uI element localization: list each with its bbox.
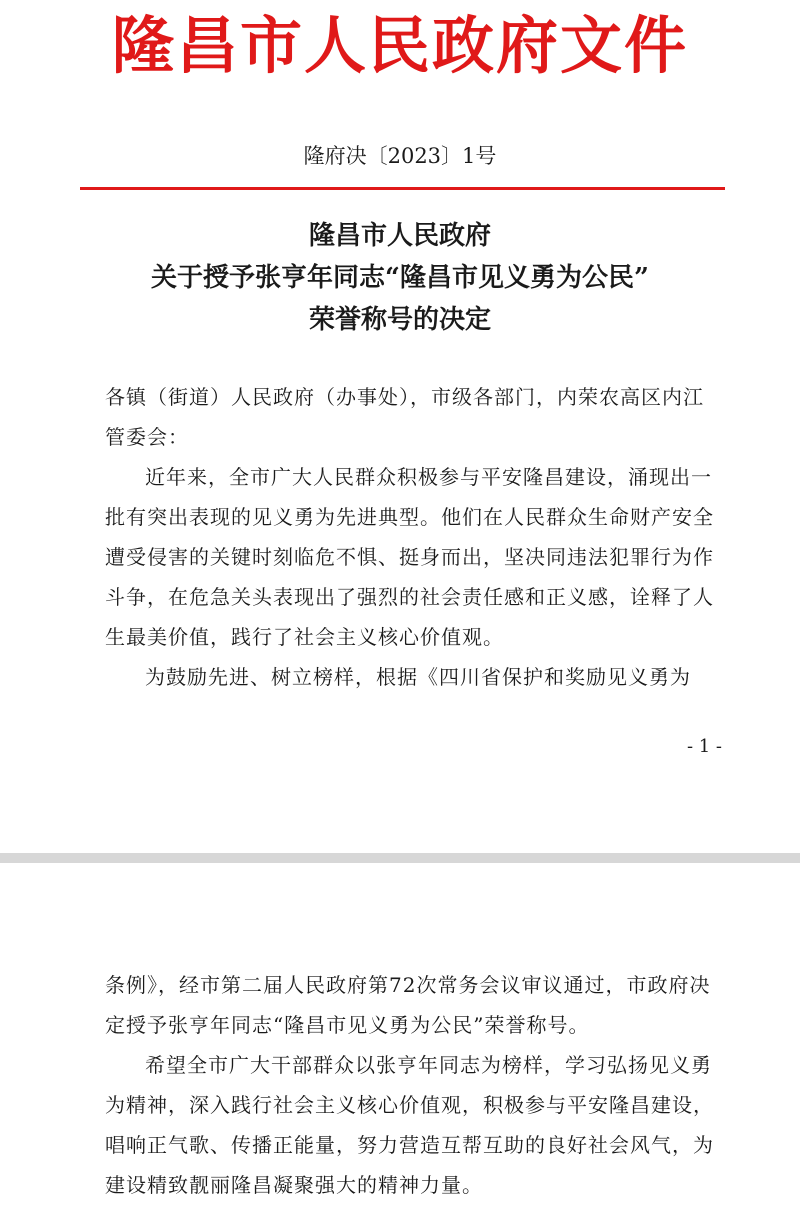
decision-title-line-2: 关于授予张亨年同志“隆昌市见义勇为公民” (151, 263, 649, 293)
document-number: 隆府决〔2023〕1号 (303, 144, 497, 168)
red-separator-line (80, 187, 725, 190)
addressee: 各镇（街道）人民政府（办事处），市级各部门，内荣农高区内江管委会： (105, 385, 704, 449)
document-header-title: 隆昌市人民政府文件 (111, 9, 688, 82)
page-2-body (105, 965, 715, 1205)
page-1-body (105, 377, 715, 697)
document-page-2 (0, 863, 800, 1201)
decision-title (0, 215, 800, 341)
paragraph-1: 近年来，全市广大人民群众积极参与平安隆昌建设，涌现出一批有突出表现的见义勇为先进典型。他们在人民群众生命财产安全遭受侵害的关键时刻临危不惧、挺身而出，坚决同违法犯罪行为作斗争，在危急关头表现出了强烈的社会责任感和正义感，诠释了人生最美价值，践行了社会主义核心价值观。 (105, 465, 714, 649)
decision-title-line-1: 隆昌市人民政府 (308, 221, 491, 251)
paragraph-2-continued: 条例》，经市第二届人民政府第72次常务会议审议通过，市政府决定授予张亨年同志“隆昌市见义勇为公民”荣誉称号。 (105, 973, 711, 1037)
page-separator (0, 853, 800, 863)
paragraph-2-start: 为鼓励先进、树立榜样，根据《四川省保护和奖励见义勇为 (145, 665, 691, 689)
page-number: - 1 - (686, 736, 722, 757)
decision-title-line-3: 荣誉称号的决定 (308, 305, 491, 335)
paragraph-3: 希望全市广大干部群众以张亨年同志为榜样，学习弘扬见义勇为精神，深入践行社会主义核心价值观，积极参与平安隆昌建设，唱响正气歌、传播正能量，努力营造互帮互助的良好社会风气，为建设精致靓丽隆昌凝聚强大的精神力量。 (105, 1053, 714, 1197)
